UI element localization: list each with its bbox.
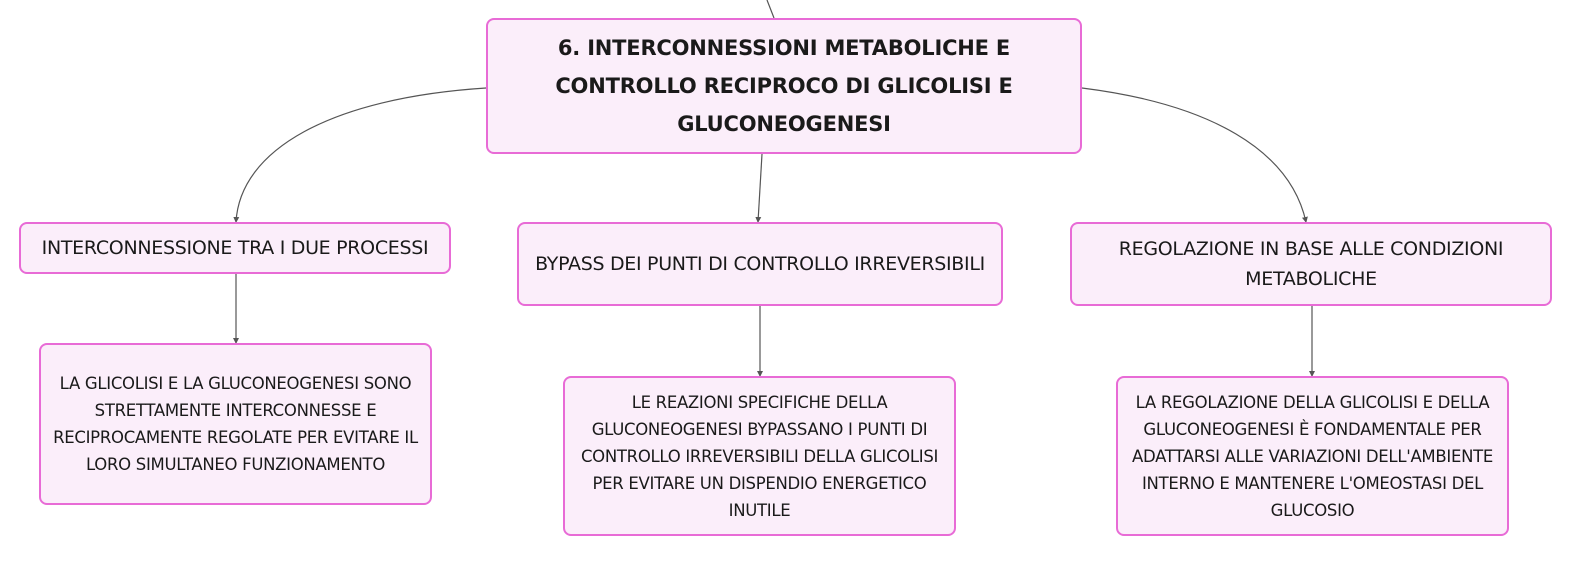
connector-central-to-topic-3	[1082, 88, 1306, 222]
topic-node-bypass[interactable]	[517, 222, 1003, 306]
central-topic-node[interactable]	[486, 18, 1082, 154]
topic-text: BYPASS DEI PUNTI DI CONTROLLO IRREVERSIBILI	[535, 253, 985, 275]
detail-node-regolazione[interactable]	[1116, 376, 1509, 536]
detail-text: LE REAZIONI SPECIFICHE DELLA GLUCONEOGENESI BYPASSANO I PUNTI DI CONTROLLO IRREVERSIBILI DELLA GLICOLISI PER EVITARE UN DISPENDIO ENERGETICO INUTILE	[580, 392, 939, 520]
detail-text: LA REGOLAZIONE DELLA GLICOLISI E DELLA GLUCONEOGENESI È FONDAMENTALE PER ADATTARSI ALLE VARIAZIONI DELL'AMBIENTE INTERNO E MANTENERE L'OMEOSTASI DEL GLUCOSIO	[1131, 392, 1494, 520]
topic-node-regolazione[interactable]	[1070, 222, 1552, 306]
central-topic-text: 6. INTERCONNESSIONI METABOLICHE E CONTROLLO RECIPROCO DI GLICOLISI E GLUCONEOGENESI	[555, 36, 1013, 136]
topic-node-interconnessione[interactable]	[19, 222, 451, 274]
topic-text: REGOLAZIONE IN BASE ALLE CONDIZIONI METABOLICHE	[1118, 238, 1504, 290]
connector-parent-to-central	[767, 0, 774, 18]
detail-node-bypass[interactable]	[563, 376, 956, 536]
detail-text: LA GLICOLISI E LA GLUCONEOGENESI SONO STRETTAMENTE INTERCONNESSE E RECIPROCAMENTE REGOLATE PER EVITARE IL LORO SIMULTANEO FUNZIONAMENTO	[53, 374, 418, 474]
connector-central-to-topic-1	[236, 88, 486, 222]
detail-node-interconnessione[interactable]	[39, 343, 432, 505]
topic-text: INTERCONNESSIONE TRA I DUE PROCESSI	[41, 237, 429, 259]
connector-central-to-topic-2	[758, 154, 762, 222]
